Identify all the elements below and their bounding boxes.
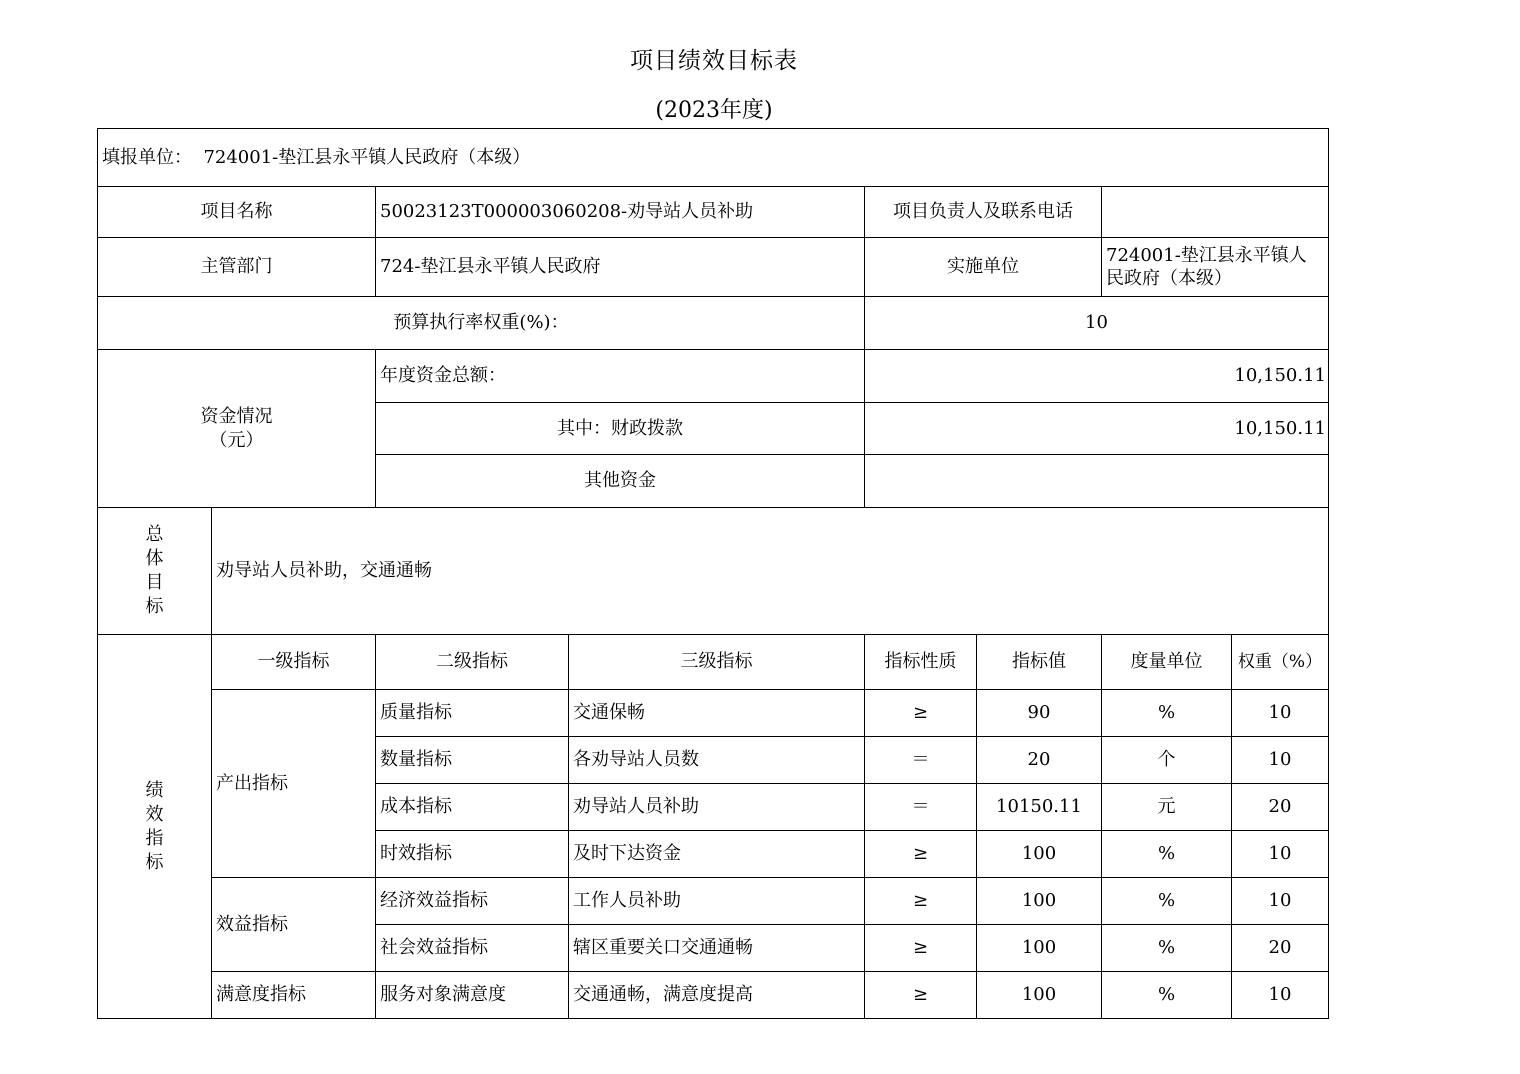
level1-indicator: 满意度指标 xyxy=(212,972,376,1019)
indicator-nature: ≥ xyxy=(865,831,977,878)
indicator-weight: 20 xyxy=(1232,925,1329,972)
indicator-value: 10150.11 xyxy=(977,784,1102,831)
indicator-unit: 元 xyxy=(1102,784,1232,831)
indicators-label-char: 效 xyxy=(145,803,164,825)
filler-cell xyxy=(98,129,1329,187)
funds-other-label: 其他资金 xyxy=(376,455,865,508)
level1-indicator: 效益指标 xyxy=(212,878,376,972)
funds-total-value: 10,150.11 xyxy=(865,350,1329,403)
indicators-label-char: 绩 xyxy=(145,779,164,801)
indicator-row xyxy=(98,690,1329,737)
funds-other-value xyxy=(865,455,1329,508)
indicator-value: 100 xyxy=(977,972,1102,1019)
impl-unit-label: 实施单位 xyxy=(865,238,1102,297)
level3-indicator: 工作人员补助 xyxy=(569,878,865,925)
indicator-value: 100 xyxy=(977,831,1102,878)
overall-goal-row xyxy=(98,508,1329,635)
budget-weight-label: 预算执行率权重(%)： xyxy=(98,297,865,350)
level3-indicator: 交通通畅，满意度提高 xyxy=(569,972,865,1019)
indicator-value: 20 xyxy=(977,737,1102,784)
dept-label: 主管部门 xyxy=(98,238,376,297)
indicator-weight: 10 xyxy=(1232,972,1329,1019)
indicator-unit: % xyxy=(1102,878,1232,925)
indicator-nature: ≥ xyxy=(865,690,977,737)
indicator-unit: % xyxy=(1102,972,1232,1019)
filler-label: 填报单位： xyxy=(102,146,192,168)
indicator-unit: % xyxy=(1102,690,1232,737)
budget-weight-value: 10 xyxy=(865,297,1329,350)
funds-fiscal-value: 10,150.11 xyxy=(865,403,1329,455)
impl-unit-value: 724001-垫江县永平镇人民政府（本级） xyxy=(1102,238,1329,297)
funds-total-label: 年度资金总额： xyxy=(376,350,865,403)
budget-weight-row xyxy=(98,297,1329,350)
indicators-label xyxy=(98,635,212,1019)
indicator-nature: ≥ xyxy=(865,878,977,925)
performance-target-table xyxy=(97,128,1329,1019)
level3-indicator: 辖区重要关口交通通畅 xyxy=(569,925,865,972)
level1-indicator: 产出指标 xyxy=(212,690,376,878)
indicator-row xyxy=(98,878,1329,925)
level3-indicator: 交通保畅 xyxy=(569,690,865,737)
indicator-weight: 10 xyxy=(1232,831,1329,878)
indicator-weight: 20 xyxy=(1232,784,1329,831)
filler-value: 724001-垫江县永平镇人民政府（本级） xyxy=(203,146,531,168)
level2-indicator: 数量指标 xyxy=(376,737,569,784)
level2-indicator: 时效指标 xyxy=(376,831,569,878)
goal-label-char: 标 xyxy=(145,596,164,617)
level2-indicator: 社会效益指标 xyxy=(376,925,569,972)
indicator-nature: ≥ xyxy=(865,925,977,972)
funds-label xyxy=(98,350,376,508)
level2-indicator: 服务对象满意度 xyxy=(376,972,569,1019)
header-level2: 二级指标 xyxy=(376,635,569,690)
project-contact-label: 项目负责人及联系电话 xyxy=(865,187,1102,238)
funds-total-row xyxy=(98,350,1329,403)
level2-indicator: 质量指标 xyxy=(376,690,569,737)
indicator-weight: 10 xyxy=(1232,878,1329,925)
header-value: 指标值 xyxy=(977,635,1102,690)
goal-label-char: 总 xyxy=(145,524,164,545)
level3-indicator: 各劝导站人员数 xyxy=(569,737,865,784)
header-weight: 权重（%） xyxy=(1232,635,1329,690)
overall-goal-text: 劝导站人员补助，交通通畅 xyxy=(212,508,1329,635)
funds-fiscal-label: 其中：财政拨款 xyxy=(376,403,865,455)
filler-row xyxy=(98,129,1329,187)
page-subtitle: (2023年度) xyxy=(655,98,773,123)
indicator-value: 100 xyxy=(977,925,1102,972)
level3-indicator: 劝导站人员补助 xyxy=(569,784,865,831)
indicator-value: 90 xyxy=(977,690,1102,737)
indicator-value: 100 xyxy=(977,878,1102,925)
indicators-label-char: 指 xyxy=(145,827,164,849)
project-name-label: 项目名称 xyxy=(98,187,376,238)
indicator-nature: ≥ xyxy=(865,972,977,1019)
header-unit: 度量单位 xyxy=(1102,635,1232,690)
funds-label-line2: （元） xyxy=(209,429,264,451)
dept-value: 724-垫江县永平镇人民政府 xyxy=(376,238,865,297)
indicator-nature: ＝ xyxy=(865,737,977,784)
indicator-unit: 个 xyxy=(1102,737,1232,784)
indicator-unit: % xyxy=(1102,925,1232,972)
level2-indicator: 经济效益指标 xyxy=(376,878,569,925)
goal-label-char: 目 xyxy=(145,572,164,593)
level3-indicator: 及时下达资金 xyxy=(569,831,865,878)
department-row xyxy=(98,238,1329,297)
project-contact-value xyxy=(1102,187,1329,238)
project-name-value: 50023123T000003060208-劝导站人员补助 xyxy=(376,187,865,238)
indicator-row xyxy=(98,972,1329,1019)
indicator-unit: % xyxy=(1102,831,1232,878)
indicator-weight: 10 xyxy=(1232,690,1329,737)
project-name-row xyxy=(98,187,1329,238)
overall-goal-label xyxy=(98,508,212,635)
header-level3: 三级指标 xyxy=(569,635,865,690)
indicators-label-char: 标 xyxy=(145,851,164,873)
indicator-header-row xyxy=(98,635,1329,690)
page-title: 项目绩效目标表 xyxy=(630,48,798,74)
level2-indicator: 成本指标 xyxy=(376,784,569,831)
indicator-nature: ＝ xyxy=(865,784,977,831)
funds-label-line1: 资金情况 xyxy=(200,405,273,427)
header-level1: 一级指标 xyxy=(212,635,376,690)
indicator-weight: 10 xyxy=(1232,737,1329,784)
header-nature: 指标性质 xyxy=(865,635,977,690)
goal-label-char: 体 xyxy=(145,548,164,569)
